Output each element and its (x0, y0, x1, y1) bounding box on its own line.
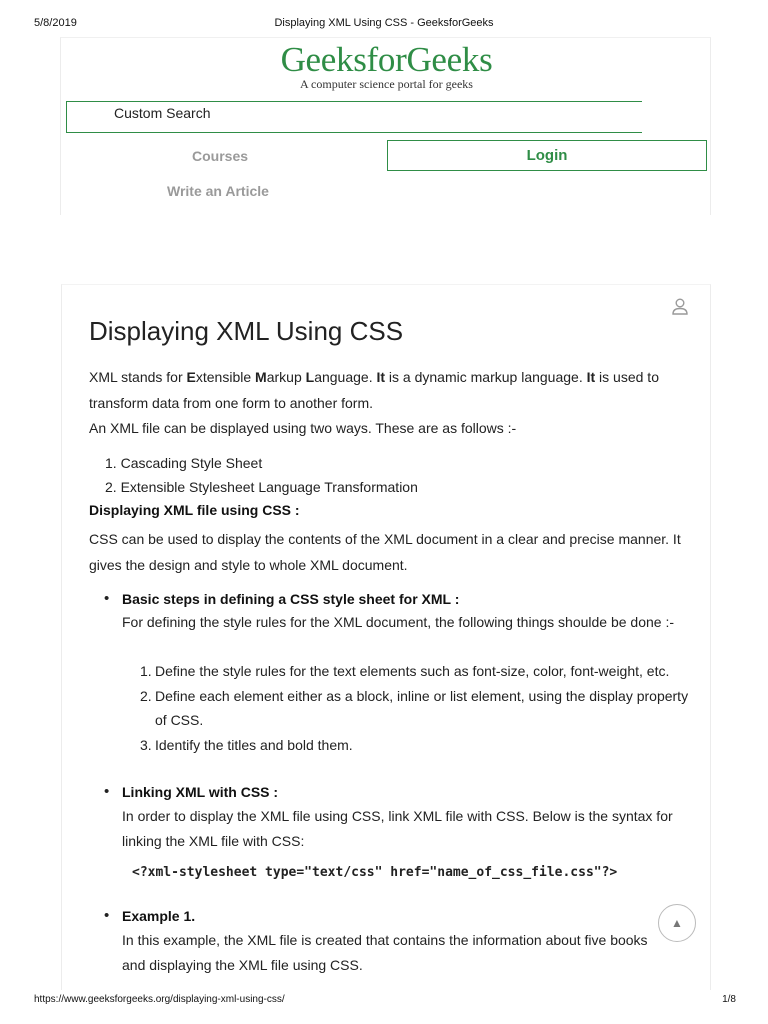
linking-heading: Linking XML with CSS : (122, 784, 279, 800)
code-snippet: <?xml-stylesheet type="text/css" href="name_of_css_file.css"?> (132, 865, 618, 880)
user-icon[interactable] (670, 297, 690, 317)
print-url: https://www.geeksforgeeks.org/displaying-xml-using-css/ (34, 994, 285, 1005)
basic-steps-text: For defining the style rules for the XML document, the following things shoulde be done :- (122, 614, 675, 630)
login-button[interactable]: Login (387, 140, 707, 171)
basic-steps-heading: Basic steps in defining a CSS style sheet for XML : (122, 591, 460, 607)
scroll-to-top-button[interactable] (658, 904, 696, 942)
nav-write-article-link[interactable]: Write an Article (167, 183, 269, 199)
bullet-dot: • (104, 590, 110, 607)
article-intro (89, 364, 689, 416)
nav-courses-link[interactable]: Courses (192, 148, 249, 164)
linking-text: In order to display the XML file using CSS, link XML file with CSS. Below is the syntax for linking the XML file with CSS: (122, 808, 673, 849)
intro-segment: xtensible (195, 369, 256, 385)
intro-segment: L (305, 369, 315, 385)
list-item: 1. Cascading Style Sheet (105, 455, 263, 471)
intro-segment: It (586, 369, 596, 385)
list-item: 3. Identify the titles and bold them. (140, 736, 353, 753)
intro-segment: E (186, 369, 196, 385)
arrow-up-icon: ▲ (671, 916, 683, 930)
intro-segment: M (255, 369, 267, 385)
site-header (60, 37, 711, 215)
bullet-dot: • (104, 783, 110, 800)
ways-list (105, 451, 418, 499)
list-item: 2. Extensible Stylesheet Language Transformation (105, 479, 418, 495)
search-placeholder: Custom Search (114, 105, 211, 121)
article-title: Displaying XML Using CSS (89, 316, 404, 346)
css-description: CSS can be used to display the contents of the XML document in a clear and precise manner. It gives the design and style to whole XML document. (89, 531, 681, 573)
intro-segment: is used to transform data from one form to another form. (89, 369, 659, 411)
intro-segment: It (376, 369, 386, 385)
list-item: 1. Define the style rules for the text elements such as font-size, color, font-weight, etc. (140, 663, 670, 679)
ways-sentence: An XML file can be displayed using two ways. These are as follows :- (89, 420, 517, 436)
intro-segment: is a dynamic markup language. (385, 369, 587, 385)
intro-segment: anguage. (314, 369, 377, 385)
list-item: 2. Define each element either as a block, inline or list element, using the display property of CSS. (140, 687, 689, 728)
site-logo[interactable]: GeeksforGeeks (280, 40, 493, 79)
intro-segment: XML stands for (89, 369, 187, 385)
print-page-number: 1/8 (722, 994, 736, 1005)
bullet-dot: • (104, 907, 110, 924)
intro-segment: arkup (266, 369, 306, 385)
example-heading: Example 1. (122, 908, 196, 924)
site-tagline: A computer science portal for geeks (300, 77, 473, 91)
print-title: Displaying XML Using CSS - GeeksforGeeks (274, 17, 494, 29)
css-subheading: Displaying XML file using CSS : (89, 502, 300, 518)
print-date: 5/8/2019 (34, 17, 77, 29)
steps-list (140, 659, 700, 757)
example-text: In this example, the XML file is created that contains the information about five books and displaying the XML file using CSS. (122, 932, 648, 973)
